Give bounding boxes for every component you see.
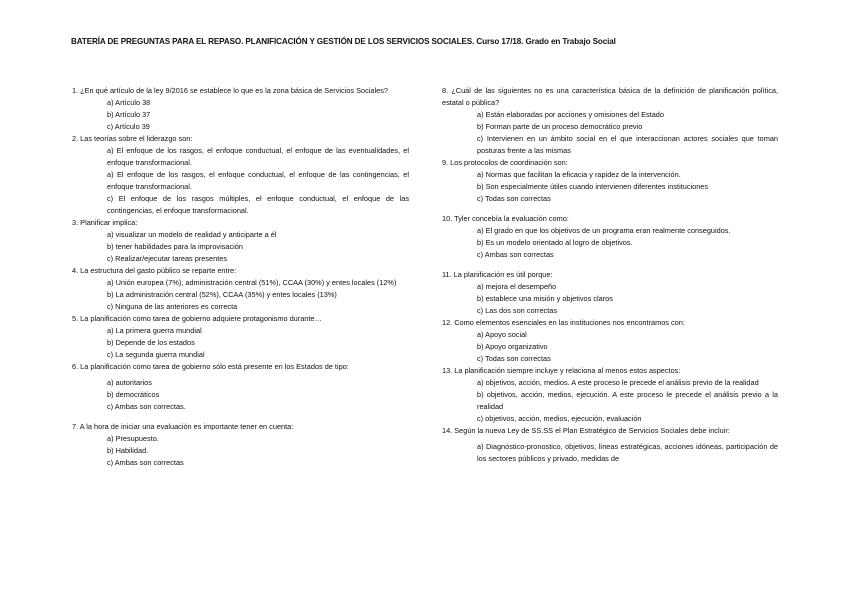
option: c) Ambas son correctas. xyxy=(107,402,186,411)
question-stem: 14. Según la nueva Ley de SS.SS el Plan Estratégico de Servicios Sociales debe incluir: xyxy=(442,426,730,435)
option: c) Ambas son correctas xyxy=(107,458,184,467)
option: a) Unión europea (7%), administración central (51%), CCAA (30%) y entes locales (12%) xyxy=(107,278,397,287)
question-5 xyxy=(72,313,409,361)
right-column xyxy=(442,85,778,465)
option: c) Todas son correctas xyxy=(477,194,551,203)
option: a) objetivos, acción, medios. A este proceso le precede el análisis previo de la realidad xyxy=(477,378,759,387)
option: b) Artículo 37 xyxy=(107,110,151,119)
option: b) Forman parte de un proceso democrático previo xyxy=(477,122,643,131)
option: a) La primera guerra mundial xyxy=(107,326,202,335)
option: a) El enfoque de los rasgos, el enfoque conductual, el enfoque de las eventualidades, el enfoque transformacional. xyxy=(107,146,409,167)
question-13 xyxy=(442,365,778,425)
question-stem: 8. ¿Cuál de las siguientes no es una característica básica de la definición de planificación política, estatal o pública? xyxy=(442,86,778,107)
option: a) Normas que facilitan la eficacia y rapidez de la intervención. xyxy=(477,170,681,179)
question-stem: 10. Tyler concebía la evaluación como: xyxy=(442,214,569,223)
option: b) Depende de los estados xyxy=(107,338,195,347)
question-stem: 5. La planificación como tarea de gobierno adquiere protagonismo durante… xyxy=(72,314,322,323)
option: c) La segunda guerra mundial xyxy=(107,350,205,359)
option: c) Ninguna de las anteriores es correcta xyxy=(107,302,238,311)
option: a) Están elaboradas por acciones y omisiones del Estado xyxy=(477,110,664,119)
option: a) mejora el desempeño xyxy=(477,282,557,291)
question-6 xyxy=(72,361,409,413)
left-column xyxy=(72,85,409,469)
question-8 xyxy=(442,85,778,157)
option: a) visualizar un modelo de realidad y anticiparte a él xyxy=(107,230,277,239)
option: b) democráticos xyxy=(107,390,160,399)
question-10 xyxy=(442,213,778,261)
option: c) Intervienen en un ámbito social en el que interaccionan actores sociales que toman posturas frente a las mismas xyxy=(477,134,778,155)
question-stem: 13. La planificación siempre incluye y relaciona al menos estos aspectos: xyxy=(442,366,681,375)
question-2 xyxy=(72,133,409,217)
option: b) Habilidad. xyxy=(107,446,149,455)
option: c) Todas son correctas xyxy=(477,354,551,363)
option: c) Ambas son correctas xyxy=(477,250,554,259)
question-stem: 1. ¿En qué artículo de la ley 9/2016 se establece lo que es la zona básica de Servicios Sociales? xyxy=(72,86,388,95)
option: b) Apoyo organizativo xyxy=(477,342,548,351)
option: b) Es un modelo orientado al logro de objetivos. xyxy=(477,238,633,247)
option: b) La administración central (52%), CCAA (35%) y entes locales (13%) xyxy=(107,290,337,299)
question-stem: 9. Los protocolos de coordinación son: xyxy=(442,158,568,167)
question-stem: 6. La planificación como tarea de gobierno sólo está presente en los Estados de tipo: xyxy=(72,362,349,371)
option: c) Realizar/ejecutar tareas presentes xyxy=(107,254,228,263)
option: b) objetivos, acción, medios, ejecución. A este proceso le precede el análisis previo a la realidad xyxy=(477,390,778,411)
option: a) El grado en que los objetivos de un programa eran realmente conseguidos. xyxy=(477,226,731,235)
option: a) Diagnóstico-pronostico, objetivos, líneas estratégicas, acciones idóneas, participación de los sectores públicos y privado, medidas de xyxy=(477,442,778,463)
question-stem: 7. A la hora de iniciar una evaluación es importante tener en cuenta: xyxy=(72,422,294,431)
question-stem: 4. La estructura del gasto público se reparte entre: xyxy=(72,266,237,275)
question-12 xyxy=(442,317,778,365)
option: b) tener habilidades para la improvisación xyxy=(107,242,243,251)
option: a) El enfoque de los rasgos, el enfoque conductual, el enfoque de las contingencias, el enfoque transformacional. xyxy=(107,170,409,191)
question-3 xyxy=(72,217,409,265)
question-stem: 2. Las teorías sobre el liderazgo son: xyxy=(72,134,193,143)
option: a) Apoyo social xyxy=(477,330,527,339)
question-stem: 12. Como elementos esenciales en las instituciones nos encontramos con: xyxy=(442,318,685,327)
question-1 xyxy=(72,85,409,133)
question-9 xyxy=(442,157,778,205)
question-stem: 3. Planificar implica: xyxy=(72,218,138,227)
question-14 xyxy=(442,425,778,465)
option: a) Artículo 38 xyxy=(107,98,151,107)
document-title: BATERÍA DE PREGUNTAS PARA EL REPASO. PLANIFICACIÓN Y GESTIÓN DE LOS SERVICIOS SOCIALES. Curso 17/18. Grado en Trabajo Social xyxy=(71,37,616,46)
option: a) Presupuesto. xyxy=(107,434,159,443)
question-stem: 11. La planificación es útil porque: xyxy=(442,270,553,279)
option: c) Las dos son correctas xyxy=(477,306,557,315)
option: c) Artículo 39 xyxy=(107,122,150,131)
option: c) objetivos, acción, medios, ejecución, evaluación xyxy=(477,414,642,423)
option: c) El enfoque de los rasgos múltiples, el enfoque conductual, el enfoque de las contingencias, el enfoque transformacional. xyxy=(107,194,409,215)
question-4 xyxy=(72,265,409,313)
option: b) Son especialmente útiles cuando intervienen diferentes instituciones xyxy=(477,182,709,191)
option: a) autoritarios xyxy=(107,378,152,387)
question-7 xyxy=(72,421,409,469)
question-11 xyxy=(442,269,778,317)
option: b) establece una misión y objetivos claros xyxy=(477,294,613,303)
